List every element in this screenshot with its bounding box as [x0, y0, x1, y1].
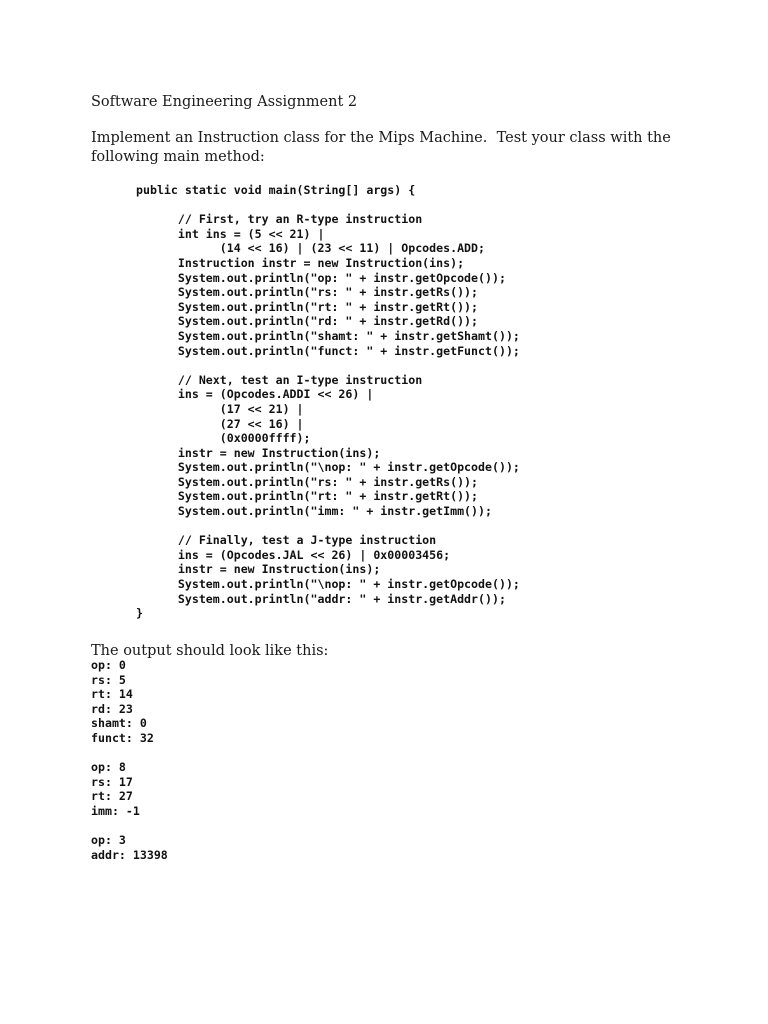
code-line: System.out.println("addr: " + instr.getAddr());: [136, 591, 506, 606]
code-line: instr = new Instruction(ins);: [136, 445, 381, 460]
code-line: (17 << 21) |: [136, 401, 304, 416]
code-block: [136, 183, 520, 621]
code-line: System.out.println("rt: " + instr.getRt());: [136, 489, 479, 504]
output-line: imm: -1: [91, 803, 140, 818]
code-line: (14 << 16) | (23 << 11) | Opcodes.ADD;: [136, 241, 486, 256]
output-line: addr: 13398: [91, 847, 168, 862]
code-line: [136, 519, 520, 534]
code-line: (0x0000ffff);: [136, 431, 311, 446]
intro-line: following main method:: [91, 149, 265, 165]
output-line: rd: 23: [91, 701, 133, 716]
output-block: [91, 658, 168, 862]
output-line: shamt: 0: [91, 716, 147, 731]
code-line: public static void main(String[] args) {: [136, 183, 416, 197]
code-line: System.out.println("rt: " + instr.getRt());: [136, 299, 479, 314]
code-line: ins = (Opcodes.JAL << 26) | 0x00003456;: [136, 547, 451, 562]
code-line: ins = (Opcodes.ADDI << 26) |: [136, 387, 374, 402]
code-line: System.out.println("rs: " + instr.getRs());: [136, 285, 479, 300]
code-line: instr = new Instruction(ins);: [136, 562, 381, 577]
code-line: System.out.println("imm: " + instr.getImm());: [136, 504, 492, 519]
output-line: op: 3: [91, 833, 126, 848]
code-line: System.out.println("rd: " + instr.getRd());: [136, 314, 479, 329]
output-line: op: 8: [91, 760, 126, 775]
code-line: Instruction instr = new Instruction(ins);: [136, 255, 465, 270]
code-line: System.out.println("op: " + instr.getOpcode());: [136, 270, 506, 285]
output-line: rt: 14: [91, 687, 133, 702]
code-line: int ins = (5 << 21) |: [136, 226, 325, 241]
code-line: [136, 358, 520, 373]
code-line: System.out.println("\nop: " + instr.getOpcode());: [136, 460, 520, 475]
code-line: }: [136, 606, 143, 621]
code-line: // Next, test an I-type instruction: [136, 372, 423, 387]
intro-line: Implement an Instruction class for the Mips Machine. Test your class with the: [91, 130, 671, 146]
intro-paragraph: [91, 129, 711, 167]
output-line: funct: 32: [91, 730, 154, 745]
code-line: (27 << 16) |: [136, 416, 304, 431]
code-line: // First, try an R-type instruction: [136, 212, 423, 227]
output-line: rt: 27: [91, 789, 133, 804]
code-line: [136, 198, 520, 213]
code-line: System.out.println("funct: " + instr.getFunct());: [136, 343, 520, 358]
code-line: System.out.println("rs: " + instr.getRs());: [136, 474, 479, 489]
code-line: System.out.println("shamt: " + instr.getShamt());: [136, 328, 520, 343]
output-line: [91, 819, 168, 834]
output-line: rs: 5: [91, 672, 126, 687]
document-title: Software Engineering Assignment 2: [91, 94, 358, 110]
code-line: // Finally, test a J-type instruction: [136, 533, 437, 548]
output-line: rs: 17: [91, 774, 133, 789]
code-line: System.out.println("\nop: " + instr.getOpcode());: [136, 577, 520, 592]
output-heading: The output should look like this:: [91, 643, 329, 659]
output-line: [91, 746, 168, 761]
output-line: op: 0: [91, 658, 126, 672]
